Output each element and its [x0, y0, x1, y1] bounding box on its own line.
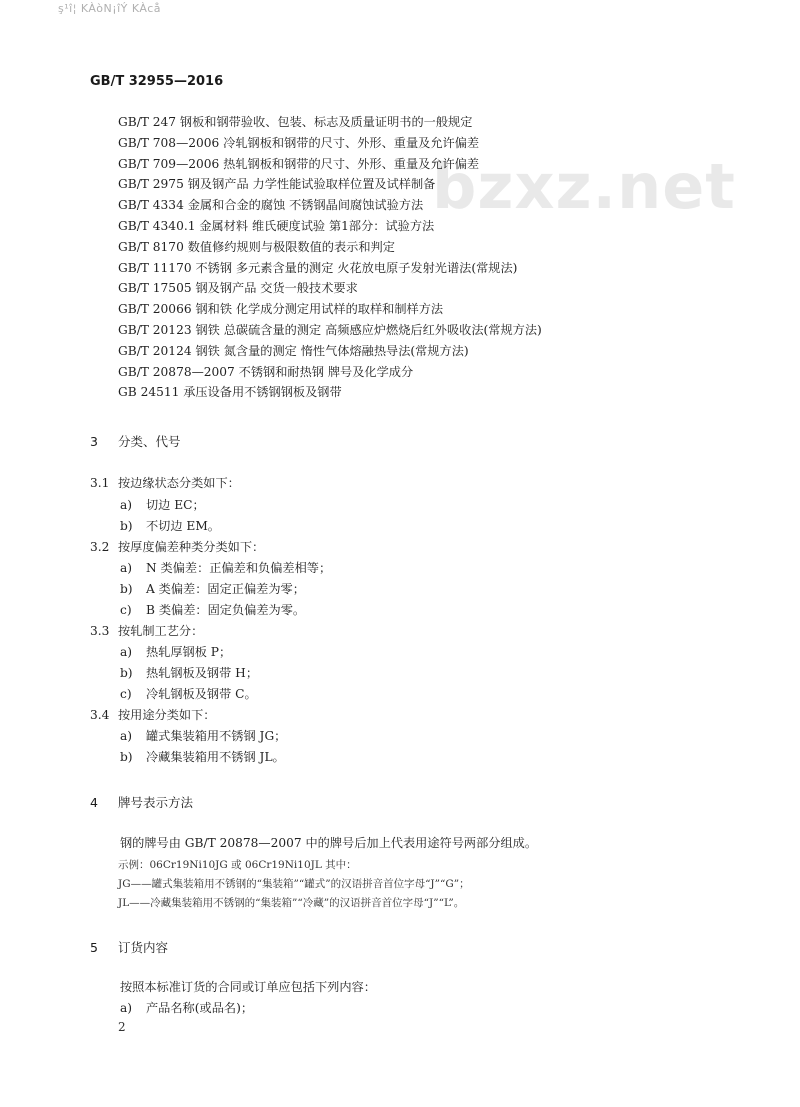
clause-text: 按厚度偏差种类分类如下： [118, 540, 265, 554]
list-marker: a) [120, 729, 133, 743]
reference-item: GB/T 2975 钢及钢产品 力学性能试验取样位置及试样制备 [118, 177, 436, 192]
section-4-heading [90, 793, 193, 811]
list-item [120, 580, 305, 597]
section-number: 3 [90, 434, 98, 449]
list-item [120, 496, 205, 513]
paragraph: 钢的牌号由 GB/T 20878—2007 中的牌号后加上代表用途符号两部分组成。 [120, 836, 538, 850]
list-text: 热轧厚钢板 P； [146, 645, 232, 659]
section-5-heading [90, 938, 168, 956]
list-item [120, 999, 253, 1016]
list-marker: b) [120, 582, 133, 596]
clause-3-4 [90, 706, 216, 723]
clause-3-2 [90, 538, 264, 555]
clause-3-3 [90, 622, 203, 639]
reference-item: GB/T 4334 金属和合金的腐蚀 不锈钢晶间腐蚀试验方法 [118, 198, 424, 213]
list-text: 热轧钢板及钢带 H； [146, 666, 259, 680]
section-title: 牌号表示方法 [118, 795, 194, 810]
clause-number: 3.2 [90, 540, 110, 554]
normative-references-list [118, 112, 542, 403]
section-number: 4 [90, 795, 98, 810]
list-marker: b) [120, 666, 133, 680]
list-marker: a) [120, 1001, 133, 1015]
list-text: 冷藏集装箱用不锈钢 JL。 [146, 750, 285, 764]
reference-item: GB/T 8170 数值修约规则与极限数值的表示和判定 [118, 239, 395, 254]
list-marker: b) [120, 519, 133, 533]
reference-item: GB/T 4340.1 金属材料 维氏硬度试验 第1部分：试验方法 [118, 218, 435, 233]
standard-header: GB/T 32955—2016 [90, 74, 224, 89]
list-item [120, 643, 231, 660]
clause-number: 3.1 [90, 476, 110, 490]
reference-item: GB/T 17505 钢及钢产品 交货一般技术要求 [118, 281, 358, 296]
clause-number: 3.4 [90, 708, 110, 722]
note-jl: JL——冷藏集装箱用不锈钢的“集装箱”“冷藏”的汉语拼音首位字母“J”“L”。 [118, 897, 465, 909]
reference-item: GB/T 11170 不锈钢 多元素含量的测定 火花放电原子发射光谱法(常规法) [118, 260, 518, 275]
section-3-heading [90, 432, 181, 450]
list-item [120, 727, 286, 744]
list-text: N 类偏差：正偏差和负偏差相等； [146, 561, 332, 575]
reference-item: GB/T 20124 钢铁 氮含量的测定 惰性气体熔融热导法(常规方法) [118, 343, 469, 358]
section-number: 5 [90, 940, 98, 955]
list-marker: c) [120, 603, 132, 617]
list-item [120, 748, 285, 765]
page-number: 2 [118, 1020, 126, 1034]
clause-number: 3.3 [90, 624, 110, 638]
list-item [120, 559, 331, 576]
list-item [120, 664, 258, 681]
list-text: 不切边 EM。 [146, 519, 220, 533]
list-text: 冷轧钢板及钢带 C。 [146, 687, 257, 701]
reference-item: GB/T 20123 钢铁 总碳硫含量的测定 高频感应炉燃烧后红外吸收法(常规方法) [118, 322, 542, 337]
top-mark: ş¹î¦ KÀòN¡îÝ KÀcå [58, 2, 162, 15]
list-text: 切边 EC； [146, 498, 205, 512]
reference-item: GB/T 20066 钢和铁 化学成分测定用试样的取样和制样方法 [118, 302, 444, 317]
clause-text: 按边缘状态分类如下： [118, 476, 240, 490]
paragraph: 按照本标准订货的合同或订单应包括下列内容： [120, 980, 376, 994]
list-text: 产品名称(或品名)； [146, 1001, 254, 1015]
reference-item: GB/T 709—2006 热轧钢板和钢带的尺寸、外形、重量及允许偏差 [118, 156, 480, 171]
reference-item: GB/T 20878—2007 不锈钢和耐热钢 牌号及化学成分 [118, 364, 414, 379]
list-marker: a) [120, 498, 133, 512]
section-title: 分类、代号 [118, 434, 181, 449]
list-item [120, 601, 305, 618]
reference-item: GB 24511 承压设备用不锈钢钢板及钢带 [118, 385, 342, 400]
reference-item: GB/T 247 钢板和钢带验收、包装、标志及质量证明书的一般规定 [118, 115, 473, 129]
note-jg: JG——罐式集装箱用不锈钢的“集装箱”“罐式”的汉语拼音首位字母“J”“G”； [118, 878, 470, 890]
list-text: B 类偏差：固定负偏差为零。 [146, 603, 306, 617]
clause-text: 按用途分类如下： [118, 708, 216, 722]
example-line: 示例：06Cr19Ni10JG 或 06Cr19Ni10JL 其中： [118, 859, 357, 871]
list-item [120, 517, 220, 534]
list-marker: a) [120, 645, 133, 659]
list-text: A 类偏差：固定正偏差为零； [146, 582, 305, 596]
section-title: 订货内容 [118, 940, 169, 955]
list-text: 罐式集装箱用不锈钢 JG； [146, 729, 287, 743]
reference-item: GB/T 708—2006 冷轧钢板和钢带的尺寸、外形、重量及允许偏差 [118, 135, 480, 150]
clause-3-1 [90, 474, 240, 491]
list-marker: b) [120, 750, 133, 764]
watermark: bzxz.net [432, 150, 736, 223]
list-item [120, 685, 257, 702]
list-marker: a) [120, 561, 133, 575]
clause-text: 按轧制工艺分： [118, 624, 204, 638]
list-marker: c) [120, 687, 132, 701]
